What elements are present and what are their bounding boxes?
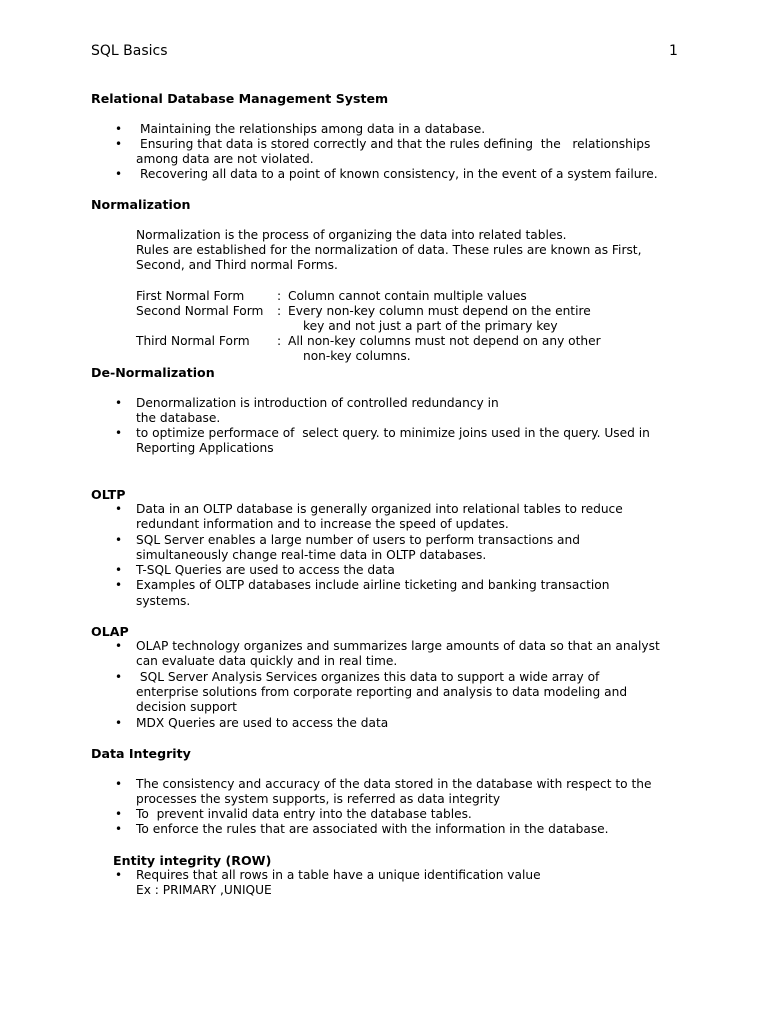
- normal-form-desc: Every non-key column must depend on the entire: [288, 304, 591, 318]
- bullet-text: To enforce the rules that are associated with the information in the database.: [136, 822, 609, 836]
- bullet: •: [115, 868, 123, 882]
- bullet-text: Reporting Applications: [136, 441, 274, 455]
- bullet: •: [115, 639, 123, 653]
- section-heading-normalization: Normalization: [91, 197, 191, 212]
- bullet: •: [115, 563, 123, 577]
- section-heading-data-integrity: Data Integrity: [91, 746, 191, 761]
- bullet: •: [115, 502, 123, 516]
- bullet-text: MDX Queries are used to access the data: [136, 716, 389, 730]
- bullet-text: Data in an OLTP database is generally organized into relational tables to reduce: [136, 502, 623, 516]
- bullet-text: can evaluate data quickly and in real time.: [136, 654, 398, 668]
- bullet-text: Recovering all data to a point of known consistency, in the event of a system failure.: [140, 167, 658, 181]
- subheading-entity-integrity: Entity integrity (ROW): [113, 853, 272, 868]
- bullet-text: to optimize performace of select query. to minimize joins used in the query. Used in: [136, 426, 650, 440]
- normal-form-desc: non-key columns.: [303, 349, 411, 363]
- bullet-text: among data are not violated.: [136, 152, 314, 166]
- bullet: •: [115, 426, 123, 440]
- bullet-text: decision support: [136, 700, 237, 714]
- colon: :: [277, 334, 282, 348]
- bullet: •: [115, 396, 123, 410]
- colon: :: [277, 289, 282, 303]
- bullet-text: Examples of OLTP databases include airline ticketing and banking transaction: [136, 578, 610, 592]
- normal-form-name: Second Normal Form: [136, 304, 264, 318]
- bullet-text: Maintaining the relationships among data in a database.: [140, 122, 486, 136]
- bullet: •: [115, 122, 123, 136]
- bullet: •: [115, 777, 123, 791]
- bullet: •: [115, 670, 123, 684]
- bullet-text: systems.: [136, 594, 191, 608]
- bullet-text: The consistency and accuracy of the data stored in the database with respect to the: [136, 777, 652, 791]
- bullet: •: [115, 167, 123, 181]
- normal-form-name: Third Normal Form: [136, 334, 250, 348]
- bullet: •: [115, 578, 123, 592]
- paragraph-line: Second, and Third normal Forms.: [136, 258, 338, 272]
- bullet-text: Ex : PRIMARY ,UNIQUE: [136, 883, 272, 897]
- bullet-text: the database.: [136, 411, 221, 425]
- bullet-text: Requires that all rows in a table have a unique identification value: [136, 868, 541, 882]
- bullet-text: SQL Server Analysis Services organizes this data to support a wide array of: [136, 670, 600, 684]
- bullet-text: processes the system supports, is referred as data integrity: [136, 792, 501, 806]
- section-heading-olap: OLAP: [91, 624, 129, 639]
- bullet: •: [115, 533, 123, 547]
- bullet-text: redundant information and to increase the speed of updates.: [136, 517, 509, 531]
- colon: :: [277, 304, 282, 318]
- bullet-text: OLAP technology organizes and summarizes large amounts of data so that an analyst: [136, 639, 660, 653]
- bullet-text: simultaneously change real-time data in OLTP databases.: [136, 548, 487, 562]
- bullet: •: [115, 137, 123, 151]
- bullet: •: [115, 716, 123, 730]
- bullet-text: T-SQL Queries are used to access the data: [136, 563, 395, 577]
- bullet: •: [115, 822, 123, 836]
- paragraph-line: Normalization is the process of organizing the data into related tables.: [136, 228, 567, 242]
- bullet-text: To prevent invalid data entry into the database tables.: [136, 807, 472, 821]
- section-heading-rdbms: Relational Database Management System: [91, 91, 389, 106]
- section-heading-oltp: OLTP: [91, 487, 126, 502]
- bullet-text: Denormalization is introduction of controlled redundancy in: [136, 396, 499, 410]
- bullet-text: enterprise solutions from corporate reporting and analysis to data modeling and: [136, 685, 628, 699]
- bullet: •: [115, 807, 123, 821]
- normal-form-desc: All non-key columns must not depend on any other: [288, 334, 601, 348]
- normal-form-desc: Column cannot contain multiple values: [288, 289, 527, 303]
- running-header-title: SQL Basics: [91, 43, 168, 59]
- section-heading-denormalization: De-Normalization: [91, 365, 215, 380]
- normal-form-name: First Normal Form: [136, 289, 245, 303]
- normal-form-desc: key and not just a part of the primary key: [303, 319, 558, 333]
- bullet-text: SQL Server enables a large number of users to perform transactions and: [136, 533, 580, 547]
- page-number: 1: [669, 43, 678, 59]
- bullet-text: Ensuring that data is stored correctly and that the rules defining the relationships: [140, 137, 651, 151]
- paragraph-line: Rules are established for the normalization of data. These rules are known as First,: [136, 243, 642, 257]
